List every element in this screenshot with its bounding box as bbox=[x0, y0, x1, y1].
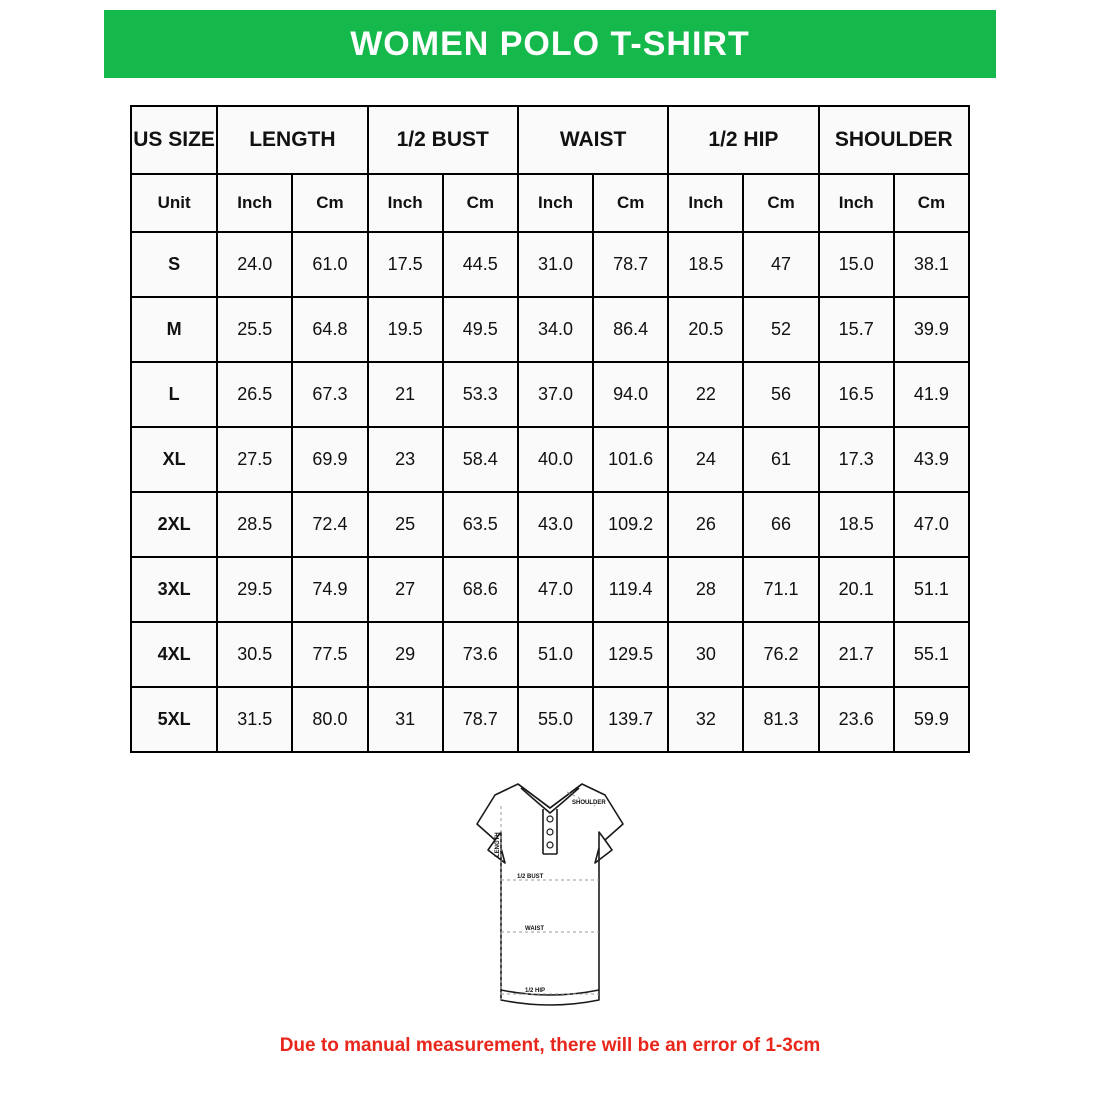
cell-waist-cm: 101.6 bbox=[593, 427, 668, 492]
table-row bbox=[131, 492, 969, 557]
cell-hip-inch: 30 bbox=[668, 622, 743, 687]
cell-size: L bbox=[131, 362, 217, 427]
cell-shoulder-cm: 51.1 bbox=[894, 557, 969, 622]
cell-waist-cm: 129.5 bbox=[593, 622, 668, 687]
cell-bust-inch: 17.5 bbox=[368, 232, 443, 297]
cell-length-cm: 72.4 bbox=[292, 492, 367, 557]
cell-hip-inch: 28 bbox=[668, 557, 743, 622]
header-banner bbox=[104, 10, 996, 78]
diagram-label-hip: 1/2 HIP bbox=[525, 988, 546, 994]
cell-waist-inch: 51.0 bbox=[518, 622, 593, 687]
cell-shoulder-cm: 55.1 bbox=[894, 622, 969, 687]
table-row bbox=[131, 427, 969, 492]
cell-shoulder-inch: 15.7 bbox=[819, 297, 894, 362]
table-row bbox=[131, 362, 969, 427]
unit-waist-cm: Cm bbox=[593, 174, 668, 232]
cell-size: 2XL bbox=[131, 492, 217, 557]
cell-bust-inch: 27 bbox=[368, 557, 443, 622]
unit-waist-inch: Inch bbox=[518, 174, 593, 232]
unit-hip-inch: Inch bbox=[668, 174, 743, 232]
cell-waist-inch: 31.0 bbox=[518, 232, 593, 297]
table-unit-row bbox=[131, 174, 969, 232]
cell-shoulder-cm: 43.9 bbox=[894, 427, 969, 492]
cell-waist-cm: 78.7 bbox=[593, 232, 668, 297]
cell-bust-inch: 31 bbox=[368, 687, 443, 752]
cell-bust-cm: 44.5 bbox=[443, 232, 518, 297]
size-table-container bbox=[130, 105, 970, 753]
cell-shoulder-cm: 38.1 bbox=[894, 232, 969, 297]
cell-hip-cm: 71.1 bbox=[743, 557, 818, 622]
table-row bbox=[131, 557, 969, 622]
cell-waist-cm: 94.0 bbox=[593, 362, 668, 427]
cell-hip-inch: 26 bbox=[668, 492, 743, 557]
cell-bust-cm: 53.3 bbox=[443, 362, 518, 427]
cell-hip-inch: 20.5 bbox=[668, 297, 743, 362]
cell-shoulder-inch: 17.3 bbox=[819, 427, 894, 492]
cell-hip-inch: 24 bbox=[668, 427, 743, 492]
cell-bust-inch: 23 bbox=[368, 427, 443, 492]
cell-waist-cm: 109.2 bbox=[593, 492, 668, 557]
cell-length-cm: 69.9 bbox=[292, 427, 367, 492]
cell-waist-cm: 139.7 bbox=[593, 687, 668, 752]
polo-shirt-icon bbox=[455, 762, 645, 1024]
cell-hip-cm: 52 bbox=[743, 297, 818, 362]
cell-length-inch: 25.5 bbox=[217, 297, 292, 362]
page-title: WOMEN POLO T-SHIRT bbox=[350, 24, 750, 63]
cell-waist-inch: 37.0 bbox=[518, 362, 593, 427]
cell-size: 5XL bbox=[131, 687, 217, 752]
cell-waist-cm: 86.4 bbox=[593, 297, 668, 362]
cell-hip-cm: 61 bbox=[743, 427, 818, 492]
cell-bust-inch: 29 bbox=[368, 622, 443, 687]
cell-shoulder-cm: 39.9 bbox=[894, 297, 969, 362]
unit-shoulder-cm: Cm bbox=[894, 174, 969, 232]
cell-shoulder-inch: 16.5 bbox=[819, 362, 894, 427]
cell-bust-inch: 25 bbox=[368, 492, 443, 557]
cell-bust-cm: 73.6 bbox=[443, 622, 518, 687]
cell-length-inch: 26.5 bbox=[217, 362, 292, 427]
size-table bbox=[130, 105, 970, 753]
cell-hip-inch: 18.5 bbox=[668, 232, 743, 297]
cell-bust-cm: 58.4 bbox=[443, 427, 518, 492]
cell-length-cm: 64.8 bbox=[292, 297, 367, 362]
cell-size: XL bbox=[131, 427, 217, 492]
cell-length-inch: 28.5 bbox=[217, 492, 292, 557]
cell-waist-inch: 40.0 bbox=[518, 427, 593, 492]
cell-shoulder-inch: 18.5 bbox=[819, 492, 894, 557]
header-half-bust: 1/2 BUST bbox=[368, 106, 518, 174]
cell-hip-cm: 81.3 bbox=[743, 687, 818, 752]
cell-hip-cm: 76.2 bbox=[743, 622, 818, 687]
cell-size: S bbox=[131, 232, 217, 297]
cell-length-cm: 77.5 bbox=[292, 622, 367, 687]
cell-waist-inch: 43.0 bbox=[518, 492, 593, 557]
cell-length-cm: 61.0 bbox=[292, 232, 367, 297]
unit-bust-inch: Inch bbox=[368, 174, 443, 232]
cell-length-inch: 30.5 bbox=[217, 622, 292, 687]
diagram-label-bust: 1/2 BUST bbox=[517, 874, 544, 880]
cell-length-inch: 27.5 bbox=[217, 427, 292, 492]
unit-length-cm: Cm bbox=[292, 174, 367, 232]
header-length: LENGTH bbox=[217, 106, 367, 174]
diagram-label-waist: WAIST bbox=[525, 926, 544, 932]
table-row bbox=[131, 232, 969, 297]
cell-length-inch: 29.5 bbox=[217, 557, 292, 622]
table-row bbox=[131, 622, 969, 687]
cell-shoulder-inch: 23.6 bbox=[819, 687, 894, 752]
cell-size: M bbox=[131, 297, 217, 362]
cell-shoulder-cm: 59.9 bbox=[894, 687, 969, 752]
unit-hip-cm: Cm bbox=[743, 174, 818, 232]
unit-bust-cm: Cm bbox=[443, 174, 518, 232]
table-row bbox=[131, 297, 969, 362]
cell-waist-inch: 47.0 bbox=[518, 557, 593, 622]
cell-waist-cm: 119.4 bbox=[593, 557, 668, 622]
header-shoulder: SHOULDER bbox=[819, 106, 969, 174]
cell-bust-cm: 78.7 bbox=[443, 687, 518, 752]
cell-length-cm: 74.9 bbox=[292, 557, 367, 622]
cell-bust-cm: 68.6 bbox=[443, 557, 518, 622]
cell-shoulder-cm: 47.0 bbox=[894, 492, 969, 557]
unit-shoulder-inch: Inch bbox=[819, 174, 894, 232]
header-half-hip: 1/2 HIP bbox=[668, 106, 818, 174]
diagram-label-length: LENGTH bbox=[495, 832, 501, 857]
cell-length-inch: 24.0 bbox=[217, 232, 292, 297]
cell-shoulder-inch: 21.7 bbox=[819, 622, 894, 687]
cell-shoulder-inch: 20.1 bbox=[819, 557, 894, 622]
measurement-disclaimer: Due to manual measurement, there will be an error of 1-3cm bbox=[279, 1035, 821, 1056]
cell-hip-cm: 47 bbox=[743, 232, 818, 297]
cell-shoulder-cm: 41.9 bbox=[894, 362, 969, 427]
cell-size: 4XL bbox=[131, 622, 217, 687]
header-waist: WAIST bbox=[518, 106, 668, 174]
cell-hip-cm: 66 bbox=[743, 492, 818, 557]
cell-length-inch: 31.5 bbox=[217, 687, 292, 752]
cell-hip-inch: 22 bbox=[668, 362, 743, 427]
diagram-label-shoulder: SHOULDER bbox=[572, 800, 606, 806]
cell-size: 3XL bbox=[131, 557, 217, 622]
cell-bust-inch: 19.5 bbox=[368, 297, 443, 362]
cell-waist-inch: 34.0 bbox=[518, 297, 593, 362]
table-group-header-row bbox=[131, 106, 969, 174]
header-us-size: US SIZE bbox=[131, 106, 217, 174]
cell-bust-inch: 21 bbox=[368, 362, 443, 427]
unit-length-inch: Inch bbox=[217, 174, 292, 232]
cell-hip-inch: 32 bbox=[668, 687, 743, 752]
cell-bust-cm: 63.5 bbox=[443, 492, 518, 557]
table-row bbox=[131, 687, 969, 752]
cell-shoulder-inch: 15.0 bbox=[819, 232, 894, 297]
cell-length-cm: 80.0 bbox=[292, 687, 367, 752]
cell-bust-cm: 49.5 bbox=[443, 297, 518, 362]
cell-waist-inch: 55.0 bbox=[518, 687, 593, 752]
cell-hip-cm: 56 bbox=[743, 362, 818, 427]
unit-label: Unit bbox=[131, 174, 217, 232]
cell-length-cm: 67.3 bbox=[292, 362, 367, 427]
